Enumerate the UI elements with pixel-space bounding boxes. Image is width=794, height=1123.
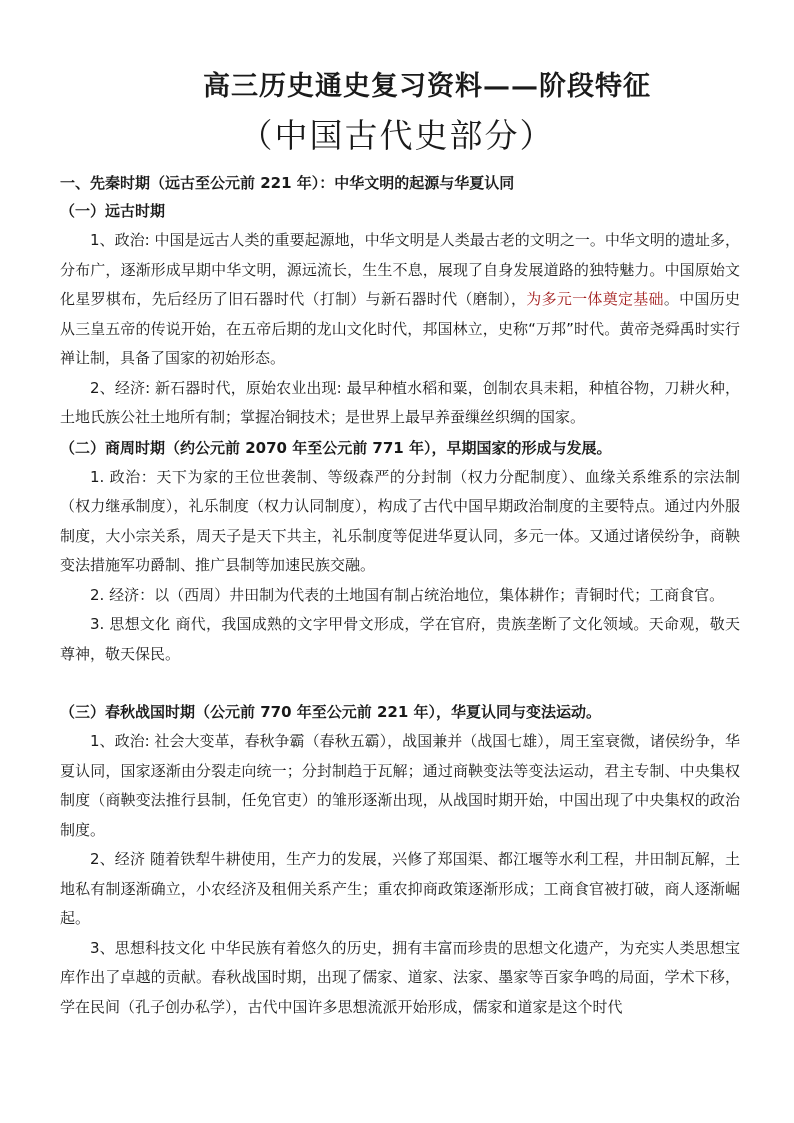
subsection-heading-prehistoric: （一）远古时期	[60, 202, 166, 220]
paragraph-prehistoric-politics	[60, 226, 740, 374]
document-body	[60, 170, 740, 1022]
spacer	[60, 669, 740, 697]
paragraph-text: 1、政治: 中国是远古人类的重要起源地，中华文明是人类最古老的文明之一。中华文明的遗址多，分布广，逐渐形成早期中华文明，源远流长，生生不息，展现了自身发展道路的独特魅力。中国原始文化星罗棋布，先后经历了旧石器时代（打制）与新石器时代（磨制），	[60, 231, 740, 308]
section-heading-pre-qin: 一、先秦时期（远古至公元前 221 年）：中华文明的起源与华夏认同	[60, 174, 515, 192]
document-subtitle: （中国古代史部分）	[239, 116, 555, 155]
paragraph-spring-autumn-economy: 2、经济 随着铁犁牛耕使用，生产力的发展，兴修了郑国渠、都江堰等水利工程，井田制瓦解，土地私有制逐渐确立，小农经济及租佣关系产生；重农抑商政策逐渐形成；工商食官被打破，商人逐渐崛起。	[60, 850, 740, 927]
paragraph-shang-zhou-culture: 3. 思想文化 商代，我国成熟的文字甲骨文形成，学在官府，贵族垄断了文化领域。天命观，敬天尊神，敬天保民。	[60, 615, 740, 663]
paragraph-spring-autumn-politics: 1、政治: 社会大变革，春秋争霸（春秋五霸），战国兼并（战国七雄），周王室衰微，诸侯纷争，华夏认同，国家逐渐由分裂走向统一；分封制趋于瓦解；通过商鞅变法等变法运动，君主专制、中央集权制度（商鞅变法推行县制，任免官吏）的雏形逐渐出现，从战国时期开始，中国出现了中央集权的政治制度。	[60, 732, 740, 839]
highlighted-text: 为多元一体奠定基础	[526, 290, 664, 308]
paragraph-shang-zhou-economy: 2. 经济：以（西周）井田制为代表的土地国有制占统治地位，集体耕作；青铜时代；工商食官。	[90, 585, 725, 604]
paragraph-spring-autumn-culture: 3、思想科技文化 中华民族有着悠久的历史，拥有丰富而珍贵的思想文化遗产，为充实人类思想宝库作出了卓越的贡献。春秋战国时期，出现了儒家、道家、法家、墨家等百家争鸣的局面，学术下移，学在民间（孔子创办私学），古代中国许多思想流派开始形成，儒家和道家是这个时代	[60, 938, 740, 1016]
subsection-heading-shang-zhou: （二）商周时期（约公元前 2070 年至公元前 771 年），早期国家的形成与发展。	[60, 438, 612, 457]
document-title: 高三历史通史复习资料——阶段特征	[203, 71, 651, 102]
subsection-heading-spring-autumn: （三）春秋战国时期（公元前 770 年至公元前 221 年），华夏认同与变法运动。	[60, 703, 602, 721]
paragraph-prehistoric-economy: 2、经济: 新石器时代，原始农业出现: 最早种植水稻和粟，创制农具耒耜，种植谷物，刀耕火种，土地氏族公社土地所有制；掌握冶铜技术；是世界上最早养蚕缫丝织绸的国家。	[60, 378, 740, 426]
paragraph-text: 。中国历史从三皇五帝的传说开始，在五帝后期的龙山文化时代，邦国林立，史称“万邦”时代。黄帝尧舜禹时实行禅让制，具备了国家的初始形态。	[60, 290, 740, 367]
paragraph-shang-zhou-politics: 1. 政治：天下为家的王位世袭制、等级森严的分封制（权力分配制度）、血缘关系维系的宗法制（权力继承制度），礼乐制度（权力认同制度），构成了古代中国早期政治制度的主要特点。通过内外服制度，大小宗关系，周天子是天下共主，礼乐制度等促进华夏认同，多元一体。又通过诸侯纷争，商鞅变法措施军功爵制、推广县制等加速民族交融。	[60, 467, 740, 574]
